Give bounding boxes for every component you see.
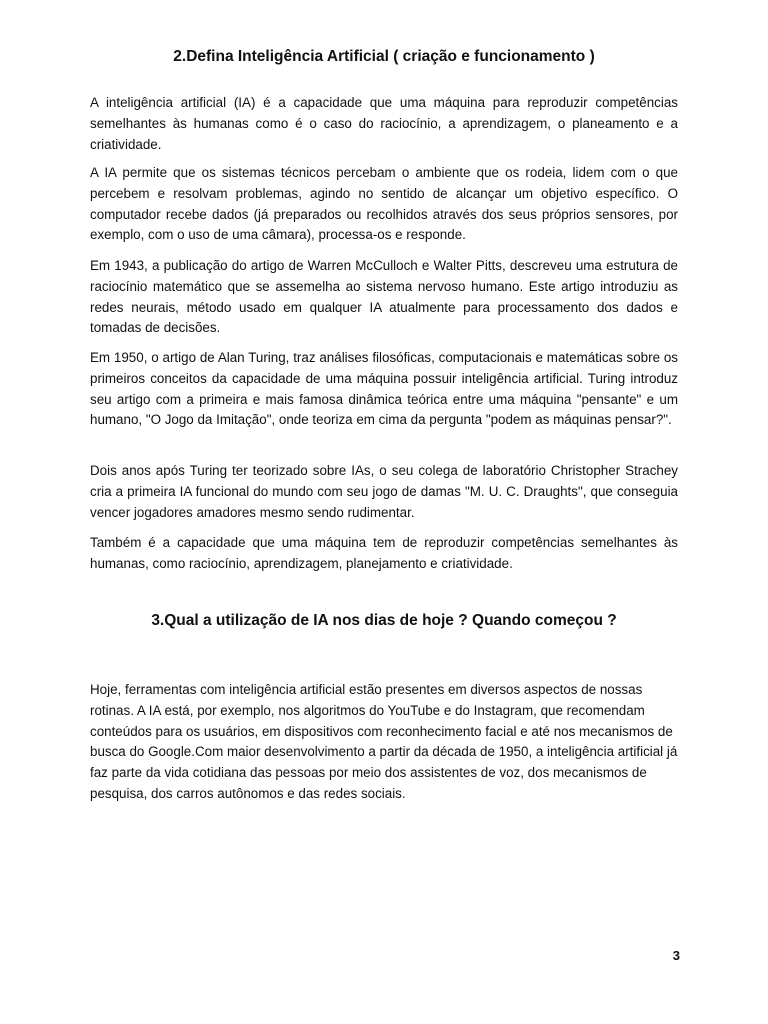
section-2-paragraph-6: Também é a capacidade que uma máquina tem de reproduzir competências semelhantes às humanas, como raciocínio, aprendizagem, planejamento e criatividade. <box>90 535 678 571</box>
section-2-paragraph-3: Em 1943, a publicação do artigo de Warren McCulloch e Walter Pitts, descreveu uma estrutura de raciocínio matemático que se assemelha ao sistema nervoso humano. Este artigo introduziu as redes neurais, método usado em qualquer IA atualmente para processamento dos dados e tomadas de decisões. <box>90 258 678 336</box>
section-2-paragraph-4: Em 1950, o artigo de Alan Turing, traz análises filosóficas, computacionais e matemáticas sobre os primeiros conceitos da capacidade de uma máquina possuir inteligência artificial. Turing introduz seu artigo com a primeira e mais famosa dinâmica teórica entre uma máquina "pensante" e um humano, "O Jogo da Imitação", onde teoriza em cima da pergunta "podem as máquinas pensar?". <box>90 350 678 428</box>
section-3-paragraph: Hoje, ferramentas com inteligência artificial estão presentes em diversos aspectos de nossas rotinas. A IA está, por exemplo, nos algoritmos do YouTube e do Instagram, que recomendam conteúdos para os usuários, em dispositivos com reconhecimento facial e até nos mecanismos de busca do Google.Com maior desenvolvimento a partir da década de 1950, a inteligência artificial já faz parte da vida cotidiana das pessoas por meio dos assistentes de voz, dos mecanismos de pesquisa, dos carros autônomos e das redes sociais. <box>90 682 678 801</box>
section-2-paragraph-2: A IA permite que os sistemas técnicos percebam o ambiente que os rodeia, lidem com o que percebem e resolvam problemas, agindo no sentido de alcançar um objetivo específico. O computador recebe dados (já preparados ou recolhidos através dos seus próprios sensores, por exemplo, com o uso de uma câmara), processa-os e responde. <box>90 165 678 243</box>
section-2-paragraph-5: Dois anos após Turing ter teorizado sobre IAs, o seu colega de laboratório Christopher Strachey cria a primeira IA funcional do mundo com seu jogo de damas "M. U. C. Draughts", que conseguia vencer jogadores amadores mesmo sendo rudimentar. <box>90 463 678 520</box>
section-2-heading: 2.Defina Inteligência Artificial ( criação e funcionamento ) <box>173 48 595 65</box>
section-2-paragraph-1: A inteligência artificial (IA) é a capacidade que uma máquina para reproduzir competências semelhantes às humanas como é o caso do raciocínio, a aprendizagem, o planeamento e a criatividade. <box>90 95 678 152</box>
section-3-heading: 3.Qual a utilização de IA nos dias de hoje ? Quando começou ? <box>151 612 617 629</box>
page-number: 3 <box>672 948 680 963</box>
